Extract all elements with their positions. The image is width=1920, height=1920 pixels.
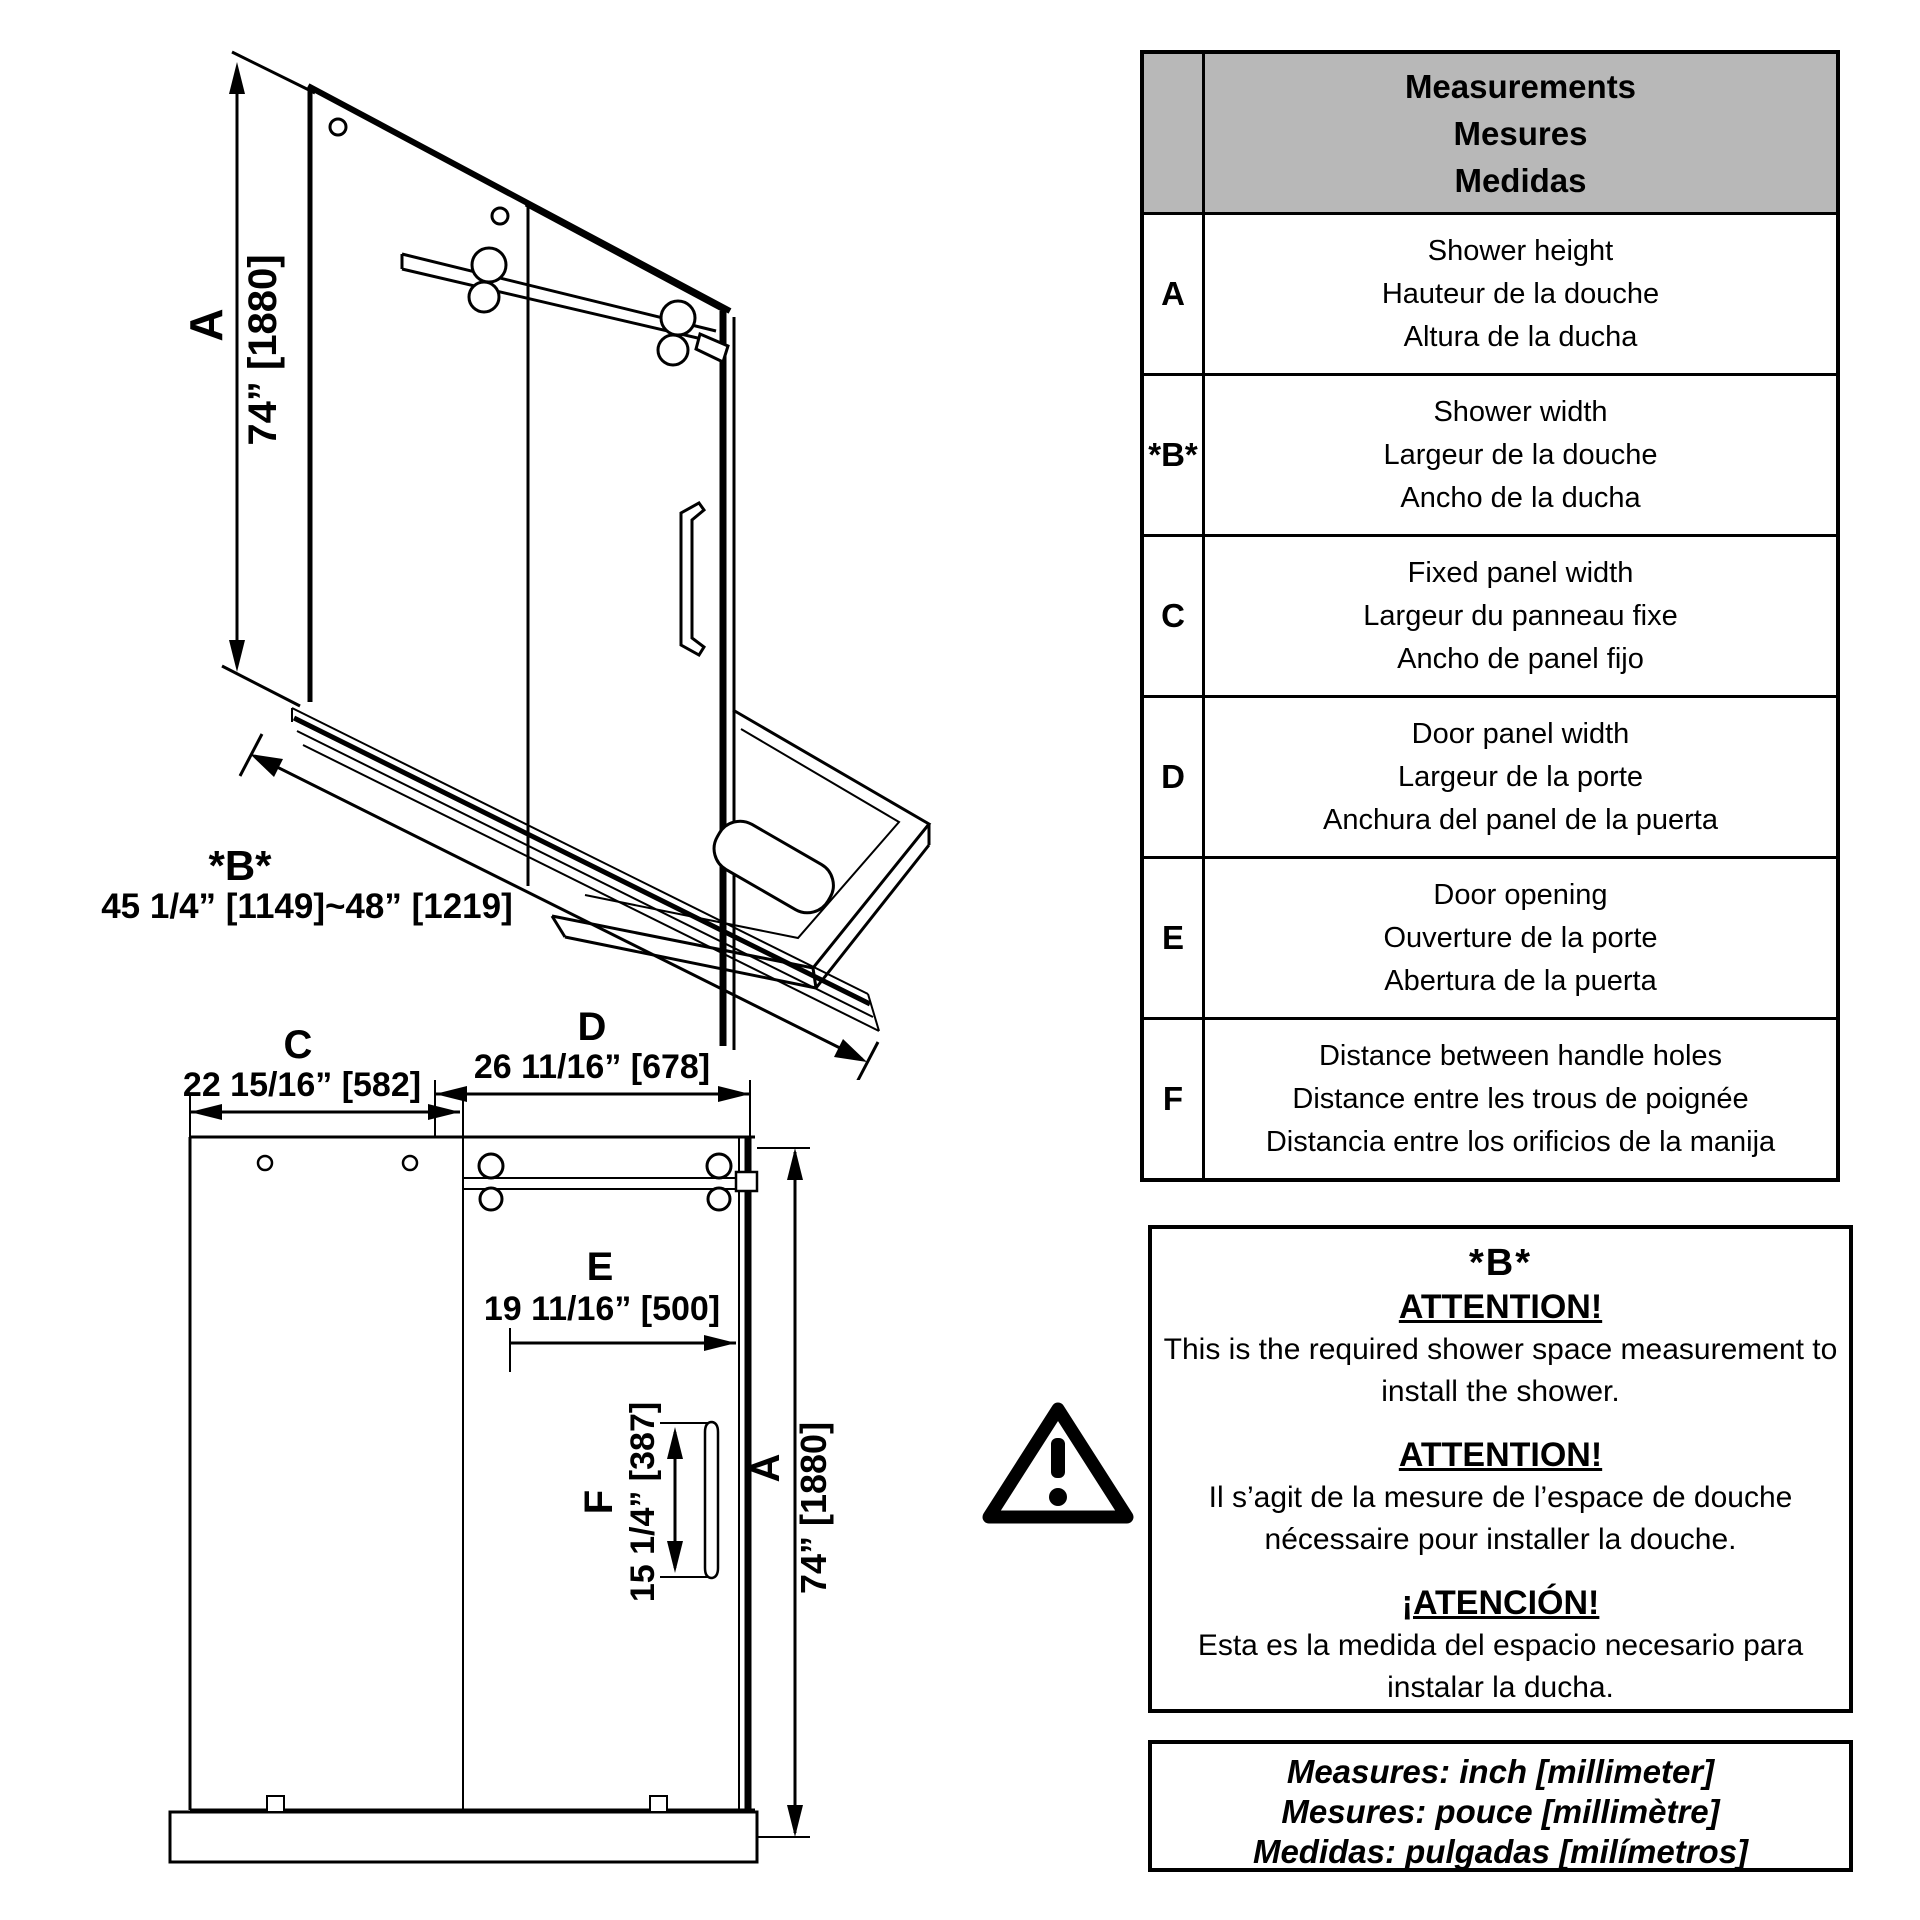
row-line-es: Anchura del panel de la puerta	[1322, 803, 1718, 836]
table-header-fr: Mesures	[1453, 114, 1588, 152]
row-description	[1205, 215, 1836, 373]
row-line-es: Ancho de panel fijo	[1397, 642, 1644, 675]
table-header-row	[1144, 54, 1836, 212]
iso-dim-A-value: 74” [1880]	[241, 254, 285, 446]
iso-rollers	[469, 248, 728, 365]
front-panel-hole	[403, 1156, 417, 1170]
row-key: *B*	[1144, 376, 1205, 534]
attention-b-label: *B*	[1468, 1242, 1533, 1284]
measurements-table	[1140, 50, 1840, 1182]
front-door-handle	[705, 1422, 718, 1578]
row-line-fr: Ouverture de la porte	[1383, 921, 1658, 954]
table-header-key-cell	[1144, 54, 1205, 212]
iso-dim-A-letter: A	[180, 308, 232, 342]
front-dim-E	[510, 1328, 736, 1372]
front-dim-D	[435, 1080, 750, 1137]
row-line-es: Ancho de la ducha	[1400, 481, 1641, 514]
front-rail-rollers	[463, 1154, 757, 1210]
row-key: D	[1144, 698, 1205, 856]
row-line-en: Door opening	[1433, 878, 1608, 911]
row-line-en: Fixed panel width	[1407, 556, 1634, 589]
front-dim-A-value: 74” [1880]	[793, 1421, 834, 1595]
front-panels	[190, 1137, 755, 1810]
front-dim-C-letter: C	[283, 1023, 313, 1067]
front-dim-E-letter: E	[586, 1245, 614, 1289]
iso-dim-B-letter: *B*	[208, 842, 272, 889]
attention-title-fr: ATTENTION!	[1398, 1436, 1603, 1474]
row-line-es: Abertura de la puerta	[1384, 964, 1657, 997]
front-bottom-guide	[650, 1796, 667, 1812]
front-dim-D-letter: D	[577, 1005, 607, 1049]
iso-panel-hole	[492, 208, 508, 224]
warning-triangle-icon	[980, 1398, 1136, 1532]
table-header-en: Measurements	[1404, 67, 1637, 105]
row-line-es: Distancia entre los orificios de la manija	[1265, 1125, 1776, 1158]
row-line-en: Door panel width	[1411, 717, 1630, 750]
attention-text-en: This is the required shower space measurement to install the shower.	[1163, 1333, 1838, 1408]
front-dim-A-letter: A	[744, 1453, 788, 1483]
row-description	[1205, 1020, 1836, 1178]
attention-text-fr: Il s’agit de la mesure de l’espace de douche nécessaire pour installer la douche.	[1208, 1481, 1793, 1556]
table-row	[1144, 212, 1836, 373]
row-line-fr: Distance entre les trous de poignée	[1292, 1082, 1749, 1115]
row-key: A	[1144, 215, 1205, 373]
row-line-en: Distance between handle holes	[1318, 1039, 1723, 1072]
iso-fixed-panel	[308, 86, 730, 702]
front-dim-F-letter: F	[577, 1489, 621, 1515]
front-dim-F-value: 15 1/4” [387]	[624, 1401, 662, 1603]
table-header-es: Medidas	[1454, 161, 1587, 199]
row-line-fr: Largeur de la douche	[1383, 438, 1658, 471]
row-line-en: Shower height	[1427, 234, 1614, 267]
measures-note-box	[1148, 1740, 1853, 1872]
row-description	[1205, 698, 1836, 856]
row-line-en: Shower width	[1433, 395, 1608, 428]
front-panel-hole	[258, 1156, 272, 1170]
front-dim-D-value: 26 11/16” [678]	[473, 1048, 711, 1086]
row-line-fr: Largeur de la porte	[1397, 760, 1644, 793]
front-dim-C-value: 22 15/16” [582]	[182, 1066, 422, 1104]
attention-title-en: ATTENTION!	[1398, 1288, 1603, 1326]
row-line-fr: Hauteur de la douche	[1381, 277, 1660, 310]
row-key: C	[1144, 537, 1205, 695]
front-bottom-guide	[267, 1796, 284, 1812]
iso-shower-tray	[552, 710, 929, 988]
measures-note-es: Medidas: pulgadas [milímetros]	[1252, 1833, 1749, 1870]
row-line-fr: Largeur du panneau fixe	[1363, 599, 1678, 632]
table-row	[1144, 534, 1836, 695]
row-description	[1205, 376, 1836, 534]
table-row	[1144, 856, 1836, 1017]
table-row	[1144, 1017, 1836, 1178]
table-row	[1144, 373, 1836, 534]
row-key: F	[1144, 1020, 1205, 1178]
row-description	[1205, 859, 1836, 1017]
iso-dim-B-value: 45 1/4” [1149]~48” [1219]	[101, 887, 513, 926]
table-header-title	[1205, 54, 1836, 212]
isometric-view-drawing	[80, 20, 980, 1080]
measures-note-fr: Mesures: pouce [millimètre]	[1281, 1793, 1720, 1830]
measures-note-en: Measures: inch [millimeter]	[1286, 1753, 1715, 1790]
iso-door-handle	[681, 503, 704, 655]
attention-box	[1148, 1225, 1853, 1713]
front-dim-E-value: 19 11/16” [500]	[483, 1290, 721, 1328]
front-view-drawing	[100, 990, 910, 1900]
row-description	[1205, 537, 1836, 695]
row-key: E	[1144, 859, 1205, 1017]
table-row	[1144, 695, 1836, 856]
attention-text-es: Esta es la medida del espacio necesario para instalar la ducha.	[1197, 1629, 1804, 1704]
attention-title-es: ¡ATENCIÓN!	[1401, 1584, 1600, 1622]
iso-panel-hole	[330, 119, 346, 135]
row-line-es: Altura de la ducha	[1403, 320, 1638, 353]
